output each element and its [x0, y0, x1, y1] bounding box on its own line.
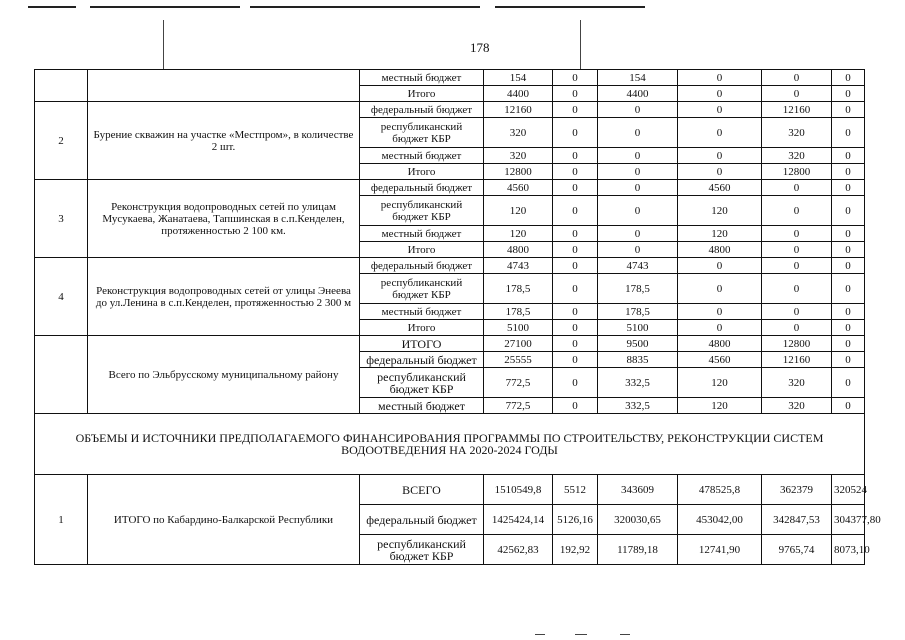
value-cell: 304377,80 — [832, 505, 865, 535]
value-cell: 0 — [832, 196, 865, 226]
value-cell: 25555 — [484, 352, 553, 368]
financing-table-body — [35, 70, 881, 565]
funding-source-cell: Итого — [360, 86, 484, 102]
value-cell: 12800 — [762, 336, 832, 352]
value-cell: 120 — [678, 196, 762, 226]
value-cell: 0 — [598, 196, 678, 226]
value-cell: 0 — [553, 180, 598, 196]
value-cell: 1510549,8 — [484, 475, 553, 505]
value-cell: 0 — [762, 304, 832, 320]
value-cell: 4400 — [598, 86, 678, 102]
value-cell: 4400 — [484, 86, 553, 102]
value-cell: 332,5 — [598, 398, 678, 414]
value-cell: 0 — [553, 320, 598, 336]
value-cell: 5126,16 — [553, 505, 598, 535]
value-cell: 12160 — [484, 102, 553, 118]
value-cell: 0 — [678, 70, 762, 86]
value-cell: 0 — [832, 86, 865, 102]
funding-source-cell: ИТОГО — [360, 336, 484, 352]
value-cell: 0 — [832, 118, 865, 148]
value-cell: 320 — [762, 398, 832, 414]
value-cell: 0 — [598, 180, 678, 196]
value-cell: 120 — [678, 368, 762, 398]
value-cell: 0 — [832, 368, 865, 398]
section-heading: ОБЪЕМЫ И ИСТОЧНИКИ ПРЕДПОЛАГАЕМОГО ФИНАНСИРОВАНИЯ ПРОГРАММЫ ПО СТРОИТЕЛЬСТВУ, РЕКОНСТРУКЦИИ СИСТЕМ ВОДООТВЕДЕНИЯ НА 2020-2024 ГОДЫ — [35, 414, 865, 475]
value-cell: 5512 — [553, 475, 598, 505]
value-cell: 0 — [553, 258, 598, 274]
value-cell: 772,5 — [484, 368, 553, 398]
funding-source-cell: республиканский бюджет КБР — [360, 274, 484, 304]
value-cell: 0 — [598, 148, 678, 164]
value-cell: 343609 — [598, 475, 678, 505]
value-cell: 0 — [553, 336, 598, 352]
value-cell: 192,92 — [553, 535, 598, 565]
table-row — [35, 70, 865, 86]
value-cell: 0 — [832, 258, 865, 274]
value-cell: 4800 — [678, 242, 762, 258]
value-cell: 0 — [762, 70, 832, 86]
value-cell: 42562,83 — [484, 535, 553, 565]
value-cell: 0 — [832, 180, 865, 196]
item-description-cell — [88, 70, 360, 102]
funding-source-cell: федеральный бюджет — [360, 180, 484, 196]
value-cell: 0 — [553, 398, 598, 414]
value-cell: 0 — [553, 242, 598, 258]
value-cell: 27100 — [484, 336, 553, 352]
value-cell: 0 — [762, 226, 832, 242]
value-cell: 0 — [678, 148, 762, 164]
value-cell: 178,5 — [598, 274, 678, 304]
value-cell: 12800 — [762, 164, 832, 180]
value-cell: 0 — [678, 86, 762, 102]
value-cell: 0 — [832, 226, 865, 242]
item-number-cell: 2 — [35, 102, 88, 180]
value-cell: 120 — [484, 196, 553, 226]
value-cell: 0 — [598, 164, 678, 180]
value-cell: 0 — [832, 352, 865, 368]
value-cell: 0 — [832, 304, 865, 320]
value-cell: 12741,90 — [678, 535, 762, 565]
value-cell: 4560 — [678, 352, 762, 368]
funding-source-cell: Итого — [360, 320, 484, 336]
value-cell: 0 — [553, 70, 598, 86]
value-cell: 0 — [678, 304, 762, 320]
value-cell: 0 — [553, 226, 598, 242]
value-cell: 362379 — [762, 475, 832, 505]
value-cell: 0 — [832, 274, 865, 304]
funding-source-cell: местный бюджет — [360, 70, 484, 86]
table-row — [35, 258, 865, 274]
value-cell: 342847,53 — [762, 505, 832, 535]
value-cell: 0 — [598, 102, 678, 118]
value-cell: 8835 — [598, 352, 678, 368]
table-row — [35, 336, 865, 352]
item-description-cell: Всего по Эльбрусскому муниципальному району — [88, 336, 360, 414]
value-cell: 0 — [678, 258, 762, 274]
value-cell: 772,5 — [484, 398, 553, 414]
value-cell: 0 — [598, 226, 678, 242]
funding-source-cell: федеральный бюджет — [360, 258, 484, 274]
value-cell: 178,5 — [484, 274, 553, 304]
value-cell: 0 — [553, 164, 598, 180]
value-cell: 9765,74 — [762, 535, 832, 565]
value-cell: 320524 — [832, 475, 865, 505]
scan-line-left — [163, 20, 164, 70]
header-rule-3 — [250, 6, 480, 8]
item-number-cell — [35, 70, 88, 102]
item-number-cell: 4 — [35, 258, 88, 336]
table-row — [35, 475, 865, 505]
value-cell: 0 — [598, 242, 678, 258]
table-row — [35, 180, 865, 196]
financing-table — [34, 69, 881, 565]
value-cell: 9500 — [598, 336, 678, 352]
value-cell: 0 — [553, 368, 598, 398]
value-cell: 178,5 — [484, 304, 553, 320]
value-cell: 8073,10 — [832, 535, 865, 565]
value-cell: 4560 — [484, 180, 553, 196]
value-cell: 0 — [678, 164, 762, 180]
value-cell: 0 — [553, 102, 598, 118]
value-cell: 0 — [553, 148, 598, 164]
value-cell: 0 — [553, 196, 598, 226]
page-number: 178 — [470, 40, 490, 55]
value-cell: 0 — [832, 336, 865, 352]
funding-source-cell: федеральный бюджет — [360, 102, 484, 118]
header-rule-1 — [28, 6, 76, 8]
section-heading-row — [35, 414, 865, 475]
value-cell: 154 — [598, 70, 678, 86]
value-cell: 0 — [832, 320, 865, 336]
funding-source-cell: федеральный бюджет — [360, 505, 484, 535]
value-cell: 0 — [553, 304, 598, 320]
value-cell: 12800 — [484, 164, 553, 180]
item-description-cell: Реконструкция водопроводных сетей по улицам Мусукаева, Жанатаева, Тапшинская в с.п.Кенделен, протяженностью 2 100 км. — [88, 180, 360, 258]
value-cell: 4800 — [484, 242, 553, 258]
funding-source-cell: федеральный бюджет — [360, 352, 484, 368]
value-cell: 0 — [762, 86, 832, 102]
value-cell: 0 — [553, 352, 598, 368]
value-cell: 320030,65 — [598, 505, 678, 535]
value-cell: 120 — [678, 398, 762, 414]
item-description-cell: Реконструкция водопроводных сетей от улицы Энеева до ул.Ленина в с.п.Кенделен, протяженностью 2 300 м — [88, 258, 360, 336]
value-cell: 332,5 — [598, 368, 678, 398]
value-cell: 0 — [832, 102, 865, 118]
value-cell: 120 — [484, 226, 553, 242]
value-cell: 320 — [484, 118, 553, 148]
value-cell: 4800 — [678, 336, 762, 352]
value-cell: 12160 — [762, 102, 832, 118]
value-cell: 4743 — [598, 258, 678, 274]
value-cell: 5100 — [484, 320, 553, 336]
value-cell: 11789,18 — [598, 535, 678, 565]
value-cell: 0 — [678, 102, 762, 118]
funding-source-cell: местный бюджет — [360, 398, 484, 414]
value-cell: 0 — [553, 118, 598, 148]
value-cell: 0 — [678, 118, 762, 148]
scan-line-right — [580, 20, 581, 70]
value-cell: 4560 — [678, 180, 762, 196]
funding-source-cell: местный бюджет — [360, 304, 484, 320]
funding-source-cell: республиканский бюджет КБР — [360, 535, 484, 565]
value-cell: 0 — [832, 164, 865, 180]
value-cell: 0 — [832, 148, 865, 164]
value-cell: 0 — [832, 242, 865, 258]
funding-source-cell: Итого — [360, 242, 484, 258]
item-number-cell: 1 — [35, 475, 88, 565]
value-cell: 320 — [762, 368, 832, 398]
value-cell: 0 — [832, 398, 865, 414]
value-cell: 0 — [762, 320, 832, 336]
value-cell: 0 — [762, 180, 832, 196]
value-cell: 5100 — [598, 320, 678, 336]
value-cell: 4743 — [484, 258, 553, 274]
item-number-cell: 3 — [35, 180, 88, 258]
value-cell: 0 — [553, 86, 598, 102]
value-cell: 154 — [484, 70, 553, 86]
bottom-mark-3 — [620, 634, 630, 635]
funding-source-cell: республиканский бюджет КБР — [360, 368, 484, 398]
bottom-mark-2 — [575, 634, 587, 635]
value-cell: 320 — [484, 148, 553, 164]
value-cell: 0 — [762, 196, 832, 226]
item-description-cell: Бурение скважин на участке «Местпром», в количестве 2 шт. — [88, 102, 360, 180]
value-cell: 0 — [762, 274, 832, 304]
item-number-cell — [35, 336, 88, 414]
funding-source-cell: республиканский бюджет КБР — [360, 118, 484, 148]
header-rule-4 — [495, 6, 645, 8]
value-cell: 453042,00 — [678, 505, 762, 535]
value-cell: 0 — [762, 242, 832, 258]
item-description-cell: ИТОГО по Кабардино-Балкарской Республики — [88, 475, 360, 565]
value-cell: 12160 — [762, 352, 832, 368]
funding-source-cell: Итого — [360, 164, 484, 180]
funding-source-cell: местный бюджет — [360, 226, 484, 242]
table-row — [35, 102, 865, 118]
value-cell: 1425424,14 — [484, 505, 553, 535]
bottom-mark-1 — [535, 634, 545, 635]
header-rule-2 — [90, 6, 240, 8]
value-cell: 320 — [762, 148, 832, 164]
value-cell: 178,5 — [598, 304, 678, 320]
value-cell: 0 — [598, 118, 678, 148]
value-cell: 0 — [832, 70, 865, 86]
value-cell: 120 — [678, 226, 762, 242]
funding-source-cell: республиканский бюджет КБР — [360, 196, 484, 226]
value-cell: 0 — [553, 274, 598, 304]
value-cell: 0 — [678, 274, 762, 304]
funding-source-cell: местный бюджет — [360, 148, 484, 164]
value-cell: 0 — [678, 320, 762, 336]
value-cell: 478525,8 — [678, 475, 762, 505]
funding-source-cell: ВСЕГО — [360, 475, 484, 505]
value-cell: 320 — [762, 118, 832, 148]
value-cell: 0 — [762, 258, 832, 274]
